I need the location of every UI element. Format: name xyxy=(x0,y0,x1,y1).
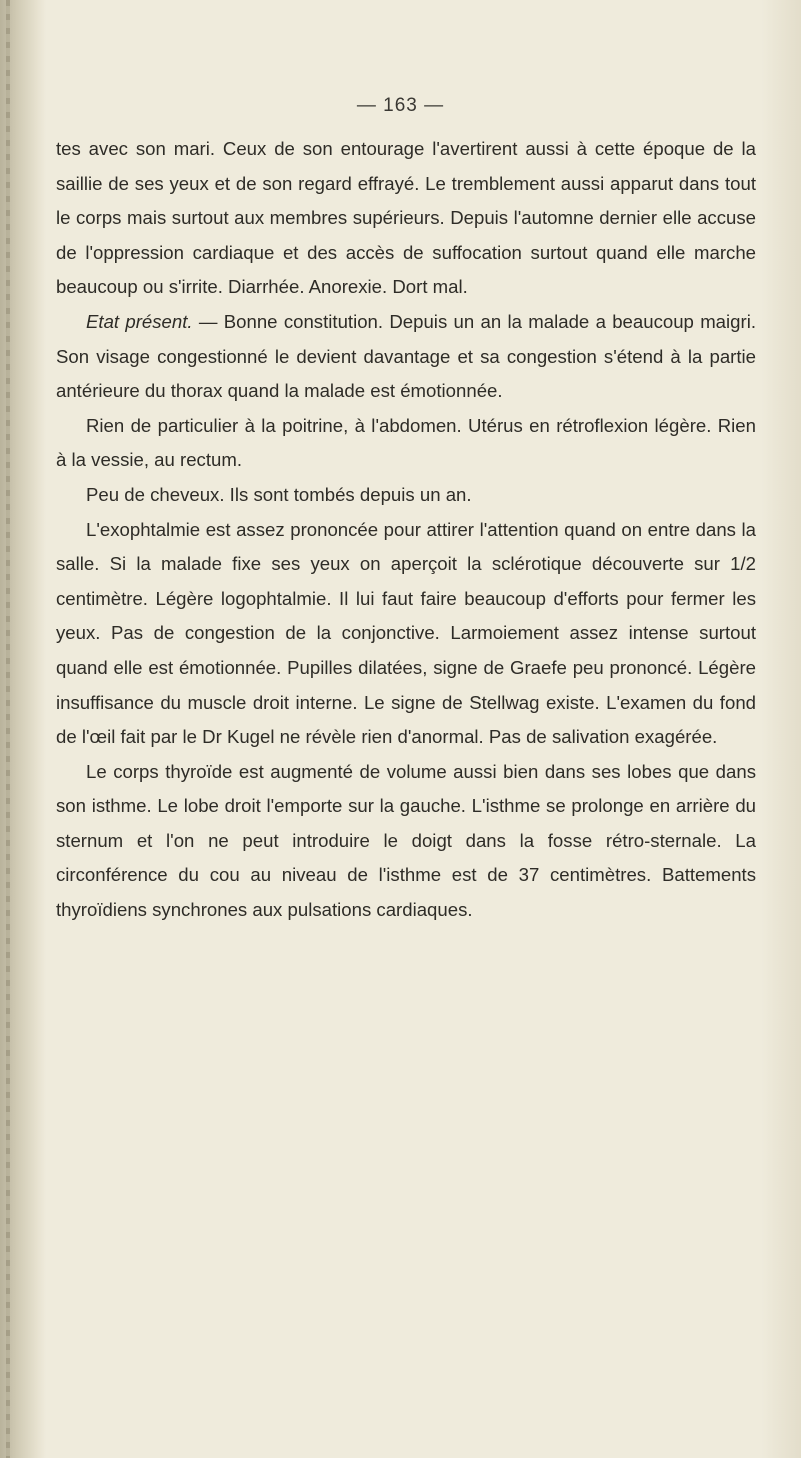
section-lead-etat-present: Etat présent. xyxy=(86,310,193,332)
paragraph-thorax-abdomen: Rien de particulier à la poitrine, à l'abdomen. Utérus en rétroflexion légère. Rien à la vessie, au rectum. xyxy=(56,414,756,471)
paragraph-etat-present-text: — Bonne constitution. Depuis un an la malade a beaucoup maigri. Son visage congestionné le devient davantage et sa congestion s'étend à la partie antérieure du thorax quand la malade est émotionnée. xyxy=(56,310,756,402)
paragraph-etat-present xyxy=(56,305,756,409)
paragraph-cheveux: Peu de cheveux. Ils sont tombés depuis un an. xyxy=(86,483,472,505)
page-binding-edge xyxy=(0,0,46,1458)
page-edge-shadow xyxy=(761,0,801,1458)
page-number: — 163 — xyxy=(356,95,445,116)
paragraph-history: tes avec son mari. Ceux de son entourage l'avertirent aussi à cette époque de la saillie de ses yeux et de son regard effrayé. Le tremblement aussi apparut dans tout le corps mais surtout aux membres supérieurs. Depuis l'automne dernier elle accuse de l'oppression cardiaque et des accès de suffocation surtout quand elle marche beaucoup ou s'irrite. Diarrhée. Anorexie. Dort mal. xyxy=(56,138,756,298)
paragraph-corps-thyroide: Le corps thyroïde est augmenté de volume aussi bien dans ses lobes que dans son isthme. Le lobe droit l'emporte sur la gauche. L'isthme se prolonge en arrière du sternum et l'on ne peut introduire le doigt dans la fosse rétro-sternale. La circonférence du cou au niveau de l'isthme est de 37 centimètres. Battements thyroïdiens synchrones aux pulsations cardiaques. xyxy=(56,760,756,921)
paragraph-exophtalmie: L'exophtalmie est assez prononcée pour attirer l'attention quand on entre dans la salle. Si la malade fixe ses yeux on aperçoit la sclérotique découverte sur 1/2 centimètre. Légère logophtalmie. Il lui faut faire beaucoup d'efforts pour fermer les yeux. Pas de congestion de la conjonctive. Larmoiement assez intense surtout quand elle est émotionnée. Pupilles dilatées, signe de Graefe peu prononcé. Légère insuffisance du muscle droit interne. Le signe de Stellwag existe. L'examen du fond de l'œil fait par le Dr Kugel ne révèle rien d'anormal. Pas de salivation exagérée. xyxy=(56,518,756,748)
body-text xyxy=(56,132,756,928)
